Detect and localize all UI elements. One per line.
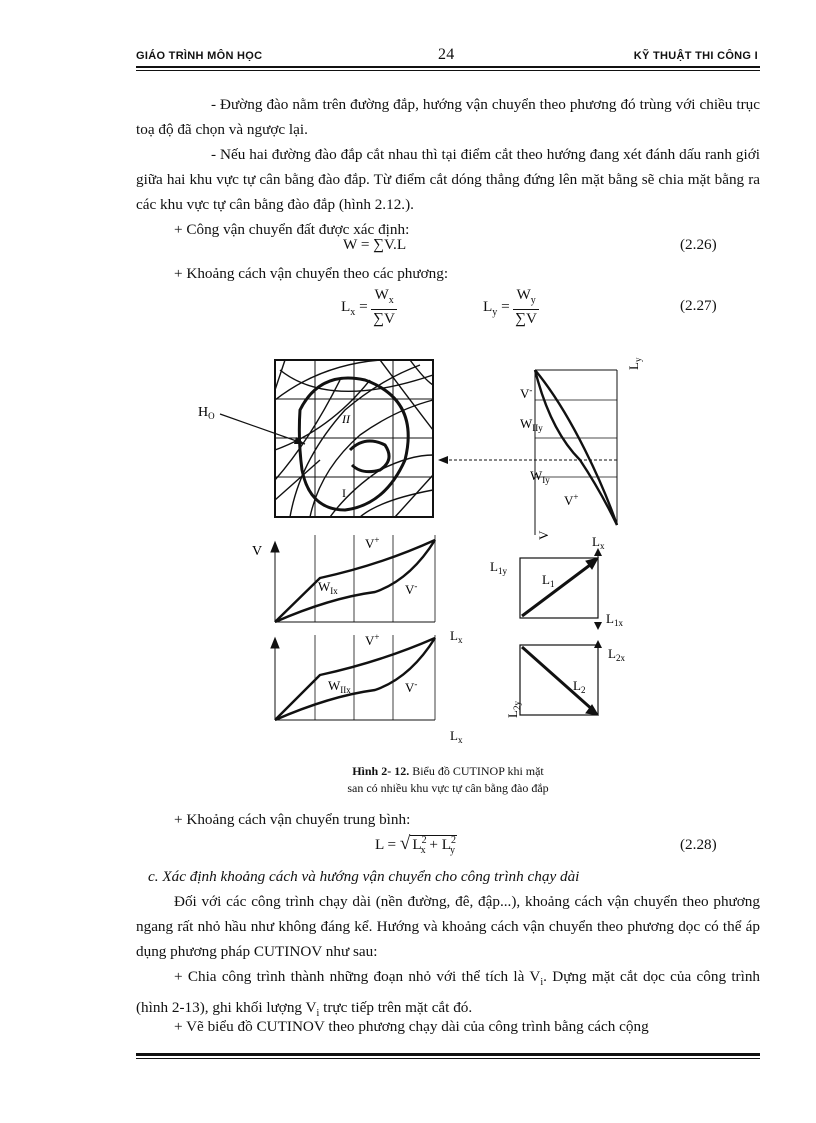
figure-caption [136, 763, 760, 797]
label-l2x: $L_{2x}$ [608, 646, 625, 663]
equation-number-2-28: (2.28) [680, 836, 717, 853]
fraction-ly: $\frac{W_y}{\sum V}$ [515, 286, 538, 328]
footer-rule [136, 1053, 760, 1056]
header-course-title: GIÁO TRÌNH MÔN HỌC [136, 50, 263, 62]
label-l1: $L_1$ [542, 572, 555, 589]
equation-ly: $L_y$ = $\frac{W_y}{\sum V}$ [483, 286, 538, 328]
paragraph-3: + Công vận chuyển đất được xác định: [174, 221, 410, 238]
label-w-ix: $W_{Ix}$ [318, 579, 338, 596]
paragraph-1: - Đường đào nằm trên đường đắp, hướng vận chuyển theo phương đó trùng với chiều trục toạ độ đã chọn và ngược lại. [136, 96, 760, 138]
paragraph-8: + Chia công trình thành những đoạn nhỏ với thể tích là $V_i$. Dựng mặt cắt dọc của công trình (hình 2-13), ghi khối lượng $V_i$ trực tiếp trên mặt cắt đó. [136, 968, 761, 1020]
label-lx-vector: $L_x$ [592, 534, 605, 551]
paragraph-5: + Khoảng cách vận chuyển trung bình: [174, 811, 411, 828]
equation-2-26: W = ∑V.L [343, 236, 407, 253]
figure-caption-line1: Biểu đồ CUTINOP khi mặt [412, 764, 544, 778]
x-cutinop-diagram-i [271, 535, 435, 622]
label-ho: $H_O$ [198, 405, 215, 421]
label-lx-1: $L_x$ [450, 628, 463, 645]
vector-diagram-l1 [520, 548, 602, 630]
paragraph-2: - Nếu hai đường đào đắp cắt nhau thì tại điểm cắt theo hướng đang xét đánh dấu ranh giới giữa hai khu vực tự cân bằng đào đắp. Từ điểm cắt dóng thẳng đứng lên mặt bằng sẽ chia mặt bằng ra các khu vực tự cân bằng đào đắp (hình 2.12.). [136, 146, 760, 213]
label-v-plus-x1: V+ [365, 535, 380, 551]
label-v-minus-x1: V- [405, 581, 418, 597]
label-v-minus-y: V- [520, 385, 533, 401]
label-zone-i: I [342, 486, 346, 500]
label-l1x: $L_{1x}$ [606, 611, 623, 628]
equation-lx: $L_x$ = $\frac{W_x}{\sum V}$ [341, 286, 396, 328]
fraction-lx: $\frac{W_x}{\sum V}$ [373, 286, 396, 328]
label-v-y-axis: V [536, 530, 551, 540]
paragraph-4: + Khoảng cách vận chuyển theo các phương: [174, 265, 449, 282]
vector-diagram-l2 [520, 640, 602, 715]
x-cutinop-diagram-ii [271, 635, 435, 720]
label-zone-ii: II [342, 412, 350, 426]
y-cutinop-diagram [535, 370, 617, 535]
equation-number-2-26: (2.26) [680, 236, 717, 253]
paragraph-7: Đối với các công trình chạy dài (nền đường, đê, đập...), khoảng cách vận chuyển theo phương ngang rất nhỏ hầu như không đáng kể. Hướng và khoảng cách vận chuyển theo phương dọc có thể áp dụng phương pháp CUTINOV như sau: [136, 893, 760, 960]
label-w-iiy: $W_{IIy}$ [520, 416, 543, 433]
equation-number-2-27: (2.27) [680, 297, 717, 314]
cutinop-figure [180, 340, 660, 750]
label-w-iy: $W_{Iy}$ [530, 468, 550, 485]
section-heading-c: c. Xác định khoảng cách và hướng vận chuyển cho công trình chạy dài [148, 868, 580, 885]
label-ly-axis: $L_y$ [626, 357, 643, 370]
label-lx-2: $L_x$ [450, 728, 463, 745]
label-v-axis: V [252, 544, 263, 559]
label-v-plus-y: V+ [564, 492, 579, 508]
footer-rule-thin [136, 1058, 760, 1059]
header-rule [136, 66, 760, 68]
header-rule-thin [136, 70, 760, 71]
label-l1y: $L_{1y}$ [490, 559, 507, 576]
label-l2y: $L_{2y}$ [505, 701, 522, 718]
equation-2-28: L = √ $L^2_x + L^2_y$ [375, 833, 457, 857]
figure-caption-number: Hình 2- 12. [352, 764, 410, 778]
label-w-iix: $W_{IIx}$ [328, 678, 351, 695]
label-v-minus-x2: V- [405, 679, 418, 695]
page-number: 24 [438, 46, 455, 63]
label-v-plus-x2: V+ [365, 632, 380, 648]
header-book-title: KỸ THUẬT THI CÔNG I [633, 50, 758, 62]
figure-caption-line2: san có nhiều khu vực tự cân bằng đào đắp [347, 781, 549, 795]
label-l2: $L_2$ [573, 678, 586, 695]
paragraph-9: + Vẽ biểu đồ CUTINOV theo phương chạy dài của công trình bằng cách cộng [174, 1018, 649, 1035]
